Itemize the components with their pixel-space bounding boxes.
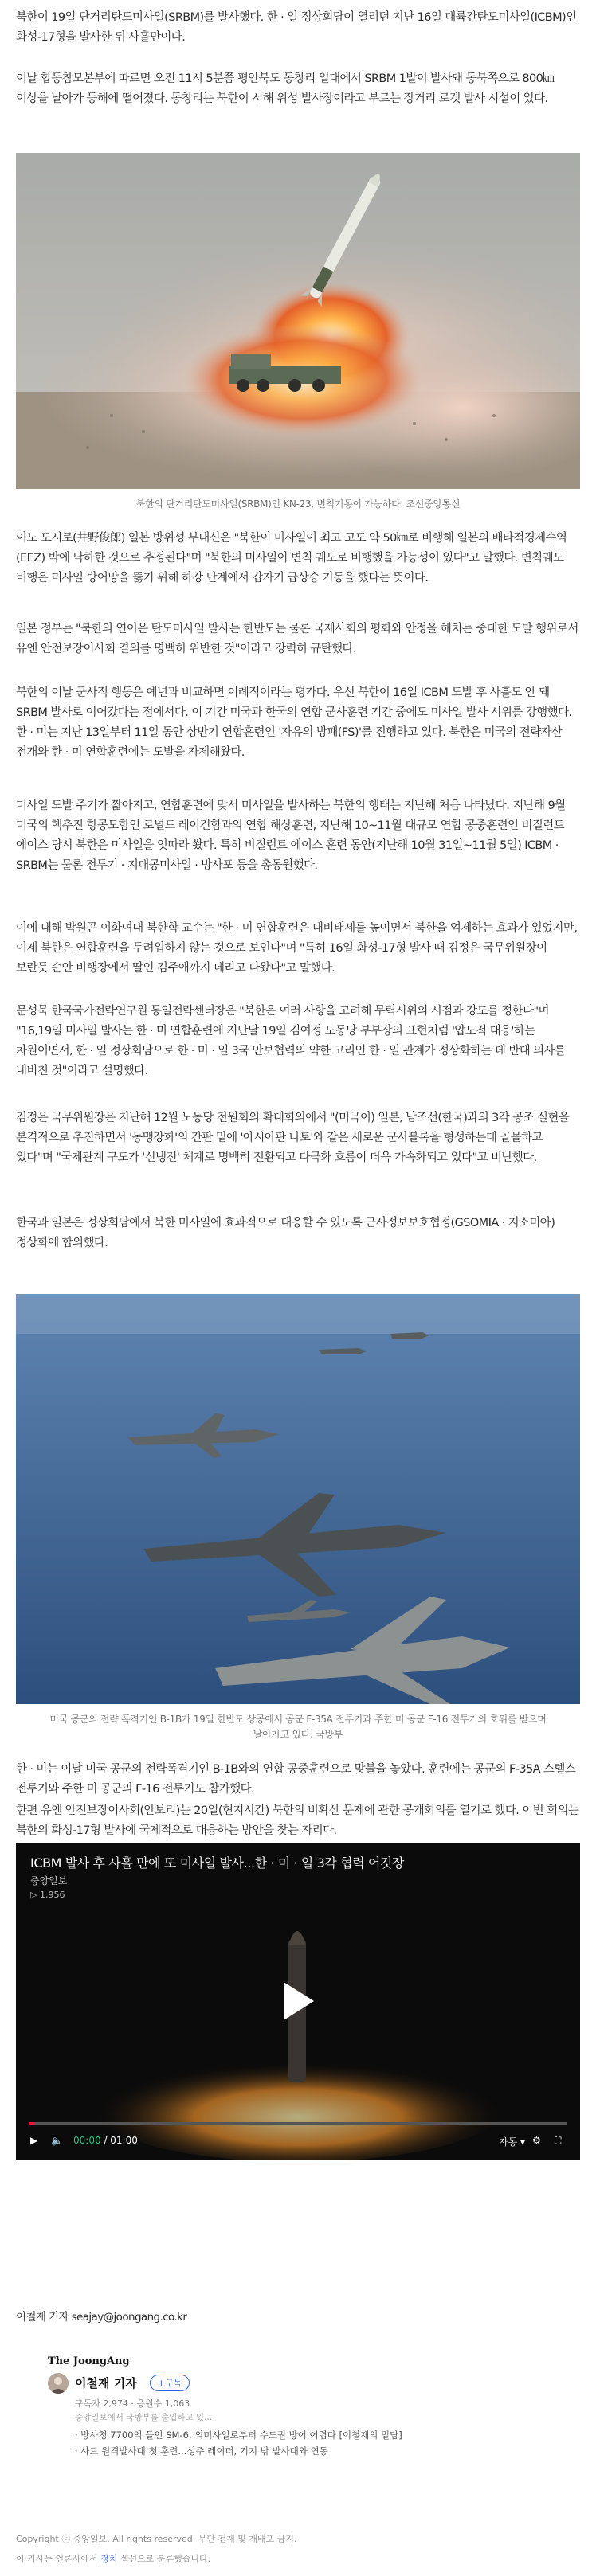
avatar[interactable] xyxy=(48,2373,69,2394)
missile-launch-image xyxy=(16,153,580,489)
eye-icon: ▷ xyxy=(30,1890,40,1900)
reporter-name[interactable]: 이철재 기자 xyxy=(75,2376,137,2390)
reporter-description: 중앙일보에서 국방부를 출입하고 있... xyxy=(75,2413,213,2422)
paragraph: 북한이 19일 단거리탄도미사일(SRBM)를 발사했다. 한 · 일 정상회담이 열리던 지난 16일 대륙간탄도미사일(ICBM)인 화성-17형을 발사한 뒤 사흘만이다. xyxy=(16,11,577,44)
paragraph: 이에 대해 박원곤 이화여대 북한학 교수는 "한 · 미 연합훈련은 대비태세를 높이면서 북한을 억제하는 효과가 있었지만, 이제 북한은 연합훈련을 두려워하지 않는 것으로 보인다"며 "특히 16일 화성-17형 발사 때 김정은 국무위원장이 보란듯 순안 비행장에서 딸인 김주애까지 데리고 나왔다"고 말했다. xyxy=(16,922,578,975)
reporter-stats: 구독자 2,974 · 응원수 1,063 xyxy=(75,2398,190,2409)
paragraph: 북한의 이날 군사적 행동은 예년과 비교하면 이례적이라는 평가다. 우선 북한이 16일 ICBM 도발 후 사흘도 안 돼 SRBM 발사로 이어갔다는 점에서다. 이 기간 미국과 한국의 연합 군사훈련 기간 중에도 미사일 발사 시위를 강행했다. 한 · 미는 지난 13일부터 11일 동안 상반기 연합훈련인 '자유의 방패(FS)'를 진행하고 있다. 북한은 미국의 전략자산 전개와 한 · 미 연합훈련에는 도발을 자제해왔다. xyxy=(16,686,572,759)
paragraph: 김정은 국무위원장은 지난해 12월 노동당 전원회의 확대회의에서 "(미국이) 일본, 남조선(한국)과의 3각 공조 실현을 본격적으로 추진하면서 '동맹강화'의 간판 밑에 '아시아판 나토'와 같은 새로운 군사블록을 형성하는데 골몰하고 있다"며 "국제관계 구도가 '신냉전' 체계로 명백히 전환되고 다극화 흐름이 더욱 가속화되고 있다"고 비난했다. xyxy=(16,1112,570,1164)
brand-logo: The JoongAng xyxy=(48,2355,130,2367)
progress-fill xyxy=(29,2122,34,2125)
reporter-card xyxy=(16,2355,580,2483)
video-views xyxy=(30,1890,65,1900)
video-channel[interactable]: 중앙일보 xyxy=(30,1875,68,1886)
video-player[interactable] xyxy=(16,1843,580,2160)
paragraph: 이노 도시로(井野俊郎) 일본 방위성 부대신은 "북한이 미사일이 최고 고도 약 50㎞로 비행해 일본의 배타적경제수역(EEZ) 밖에 낙하한 것으로 추정된다"며 "북한의 미사일이 변칙 궤도로 비행했을 가능성이 있다"고 말했다. 변칙궤도 비행은 미사일 방어망을 뚫기 위해 하강 단계에서 갑자기 급상승 기동을 했다는 뜻이다. xyxy=(16,532,567,584)
jets-formation-image xyxy=(16,1294,580,1704)
byline: 이철재 기자 seajay@joongang.co.kr xyxy=(16,2311,187,2324)
progress-bar[interactable] xyxy=(29,2122,567,2125)
paragraph: 한편 유엔 안전보장이사회(안보리)는 20일(현지시간) 북한의 비확산 문제에 관한 공개회의를 열기로 했다. 이번 회의는 북한의 화성-17형 발사에 국제적으로 대응하는 방안을 찾는 자리다. xyxy=(16,1804,579,1837)
paragraph: 미사일 도발 주기가 짧아지고, 연합훈련에 맞서 미사일을 발사하는 북한의 행태는 지난해 처음 나타났다. 지난해 9월 미국의 핵추진 항공모함인 로널드 레이건함과의 연합 해상훈련, 지난해 10~11월 대규모 연합 공중훈련인 비질런트 에이스 당시 북한은 미사일을 잇따라 쐈다. 특히 비질런트 에이스 훈련 동안(지난해 10월 31일~11월 5일) ICBM · SRBM는 물론 전투기 · 지대공미사일 · 방사포 등을 총동원했다. xyxy=(16,799,566,872)
missile-photo xyxy=(16,153,580,489)
video-title[interactable]: ICBM 발사 후 사흘 만에 또 미사일 발사...한 · 미 · 일 3각 협력 어깃장 xyxy=(30,1855,405,1870)
section-notice-prefix: 이 기사는 언론사에서 xyxy=(16,2554,101,2564)
section-notice xyxy=(16,2552,580,2565)
play-icon[interactable] xyxy=(279,1979,317,2023)
paragraph: 문성묵 한국국가전략연구원 통일전략센터장은 "북한은 여러 사항을 고려해 무력시위의 시점과 강도를 정한다"며 "16,19일 미사일 발사는 한 · 미 연합훈련에 지난달 19일 김여정 노동당 부부장의 표현처럼 '압도적 대응'하는 차원이면서, 한 · 일 정상회담으로 한 · 미 · 일 3국 안보협력의 약한 고리인 한 · 일 관계가 정상화하는 데 반대 의사를 내비친 것"이라고 설명했다. xyxy=(16,1005,566,1077)
jets-photo xyxy=(16,1294,580,1704)
time-current: 00:00 xyxy=(73,2135,101,2146)
time-display xyxy=(73,2135,138,2146)
video-controls xyxy=(16,2119,580,2160)
related-article-link[interactable]: · 방사청 7700억 들인 SM-6, 의미사일로부터 수도권 방어 어렵다 [이철재의 밀담] xyxy=(75,2429,402,2441)
copyright-notice: Copyright ⓒ 중앙일보. All rights reserved. 무단 전재 및 재배포 금지. xyxy=(16,2534,297,2544)
fullscreen-icon[interactable]: ⛶ xyxy=(555,2135,562,2146)
paragraph: 일본 정부는 "북한의 연이은 탄도미사일 발사는 한반도는 물론 국제사회의 평화와 안정을 해치는 중대한 도발 행위로서 유엔 안전보장이사회 결의를 명백히 위반한 것"이라고 강력히 규탄했다. xyxy=(16,623,578,655)
paragraph: 이날 합동참모본부에 따르면 오전 11시 5분쯤 평안북도 동창리 일대에서 SRBM 1발이 발사돼 동북쪽으로 800㎞ 이상을 날아가 동해에 떨어졌다. 동창리는 북한이 서해 위성 발사장이라고 부르는 장거리 로켓 발사 시설이 있다. xyxy=(16,72,555,105)
view-count: 1,956 xyxy=(39,1890,65,1900)
time-separator: / xyxy=(104,2135,111,2146)
subscribe-button[interactable]: +구독 xyxy=(150,2375,190,2391)
play-small-icon[interactable]: ▶ xyxy=(30,2135,38,2146)
quality-auto-label[interactable]: 자동 ▾ xyxy=(499,2136,526,2148)
time-total: 01:00 xyxy=(110,2135,138,2146)
section-notice-suffix: 섹션으로 분류했습니다. xyxy=(117,2554,211,2564)
photo-caption: 미국 공군의 전략 폭격기인 B-1B가 19일 한반도 상공에서 공군 F-35A 전투기과 주한 미 공군 F-16 전투기의 호위를 받으며 날아가고 있다. 국방부 xyxy=(49,1714,547,1740)
volume-icon[interactable]: 🔈 xyxy=(51,2135,63,2146)
settings-icon[interactable]: ⚙ xyxy=(532,2135,541,2146)
person-icon xyxy=(48,2373,69,2394)
paragraph: 한국과 일본은 정상회담에서 북한 미사일에 효과적으로 대응할 수 있도록 군사정보보호협정(GSOMIA · 지소미아) 정상화에 합의했다. xyxy=(16,1217,555,1249)
related-article-link[interactable]: · 사드 원격발사대 첫 훈련...성주 레이더, 기지 밖 발사대와 연동 xyxy=(75,2445,328,2457)
photo-caption: 북한의 단거리탄도미사일(SRBM)인 KN-23, 변칙기동이 가능하다. 조선중앙통신 xyxy=(135,498,461,510)
section-link-politics[interactable]: 정치 xyxy=(100,2554,118,2564)
paragraph: 한 · 미는 이날 미국 공군의 전략폭격기인 B-1B와의 연합 공중훈련으로 맞불을 놓았다. 훈련에는 공군의 F-35A 스텔스 전투기와 주한 미 공군의 F-16 전투기도 참가했다. xyxy=(16,1763,576,1796)
